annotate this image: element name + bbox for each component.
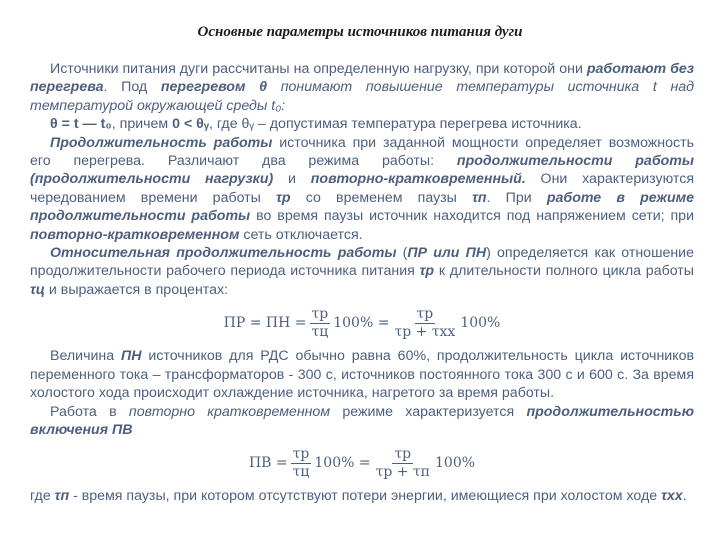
emphasis: продолжительностью включения ПВ: [30, 403, 694, 438]
emphasis: повторно-кратковременном: [30, 226, 240, 243]
text: Источники питания дуги рассчитаны на определенную нагрузку, при которой они: [50, 61, 587, 77]
formula-lhs: ПВ =: [248, 455, 288, 472]
text: (: [396, 245, 408, 262]
emphasis: повторно кратковременном: [128, 403, 331, 420]
text: во время паузы источник находится под напряжением сети; при: [250, 208, 695, 225]
formula-mid: 100% =: [314, 455, 371, 472]
formula-mid: 100% =: [333, 315, 390, 332]
text: Они характеризуются чередованием времени работы: [30, 171, 695, 206]
emphasis: ПР или ПН: [407, 245, 487, 262]
text: понимают повышение температуры источника t над температурой окружающей среды t₀:: [30, 79, 694, 114]
numerator: τр: [416, 305, 434, 322]
formula-end: 100%: [460, 315, 501, 332]
formula-end: 100%: [435, 455, 476, 472]
text: к длительности полного цикла работы: [434, 263, 694, 280]
symbol: τп: [54, 488, 70, 505]
text: Величина: [50, 348, 122, 365]
symbol: τхх: [661, 488, 683, 505]
emphasis: продолжительности работы (продолжительности нагрузки): [30, 153, 695, 188]
emphasis: работе в режиме продолжительности работы: [30, 189, 695, 225]
text: - время паузы, при котором отсутствуют потери энергии, имеющиеся при холостом ходе: [69, 488, 662, 505]
formula-inline: θ = t — t₀: [50, 116, 112, 133]
condition: 0 < θᵧ: [172, 116, 210, 133]
formula-pr: [30, 299, 694, 347]
text: . Под: [103, 79, 161, 96]
text: .: [682, 488, 687, 505]
denominator: τц: [311, 323, 329, 340]
text: режиме характеризуется: [330, 403, 527, 420]
paragraph-7: [30, 487, 694, 505]
symbol: τр: [276, 189, 291, 206]
denominator: τр + τп: [375, 463, 431, 480]
text: и: [273, 171, 311, 188]
fraction: [309, 306, 330, 341]
paragraph-3: [30, 134, 694, 244]
text: Работа в: [50, 403, 129, 420]
paragraph-4: [30, 244, 694, 299]
text: , где θᵧ – допустимая температура перегрева источника.: [209, 116, 582, 133]
emphasis: Продолжительность работы: [50, 134, 273, 151]
text: и выражается в процентах:: [44, 281, 229, 298]
text: источника при заданной мощности определяет возможность его перегрева. Различают два режима работы:: [30, 134, 694, 170]
fraction: [392, 306, 457, 341]
numerator: τр: [311, 305, 329, 322]
numerator: τр: [394, 445, 412, 462]
paragraph-5: [30, 347, 694, 402]
text: где: [30, 488, 55, 505]
emphasis: Относительная продолжительность работы: [50, 245, 397, 262]
denominator: τц: [292, 463, 310, 480]
symbol: τц: [30, 281, 45, 298]
fraction: [291, 446, 312, 481]
symbol: τп: [472, 189, 487, 206]
paragraph-2: [30, 115, 694, 133]
formula-lhs: ПР = ПН =: [223, 315, 307, 332]
text: . При: [486, 189, 547, 206]
denominator: τр + τхх: [394, 323, 456, 340]
text: , причем: [111, 116, 173, 133]
text: сеть отключается.: [239, 226, 363, 243]
text: источников для РДС обычно равна 60%, продолжительность цикла источников переменного тока – трансформаторов - 300 с, источников постоянного тока 300 с и 600 с. За время холостого хода происходит охлаждение источника, нагретого за время работы.: [30, 348, 695, 402]
emphasis: ПН: [121, 348, 142, 365]
numerator: τр: [292, 445, 310, 462]
document-body: [30, 60, 694, 506]
page-title: Основные параметры источников питания дуги: [197, 24, 523, 40]
paragraph-1: [30, 60, 694, 115]
emphasis: работают без перегрева: [30, 61, 694, 96]
formula-pv: [30, 439, 694, 487]
text: ) определяется как отношение продолжительности рабочего периода источника питания: [30, 245, 694, 280]
symbol: τр: [419, 263, 435, 280]
emphasis: перегревом θ: [160, 79, 268, 96]
text: со временем паузы: [290, 189, 473, 206]
fraction: [374, 446, 432, 481]
paragraph-6: [30, 403, 694, 440]
emphasis: повторно-кратковременный.: [310, 171, 526, 188]
